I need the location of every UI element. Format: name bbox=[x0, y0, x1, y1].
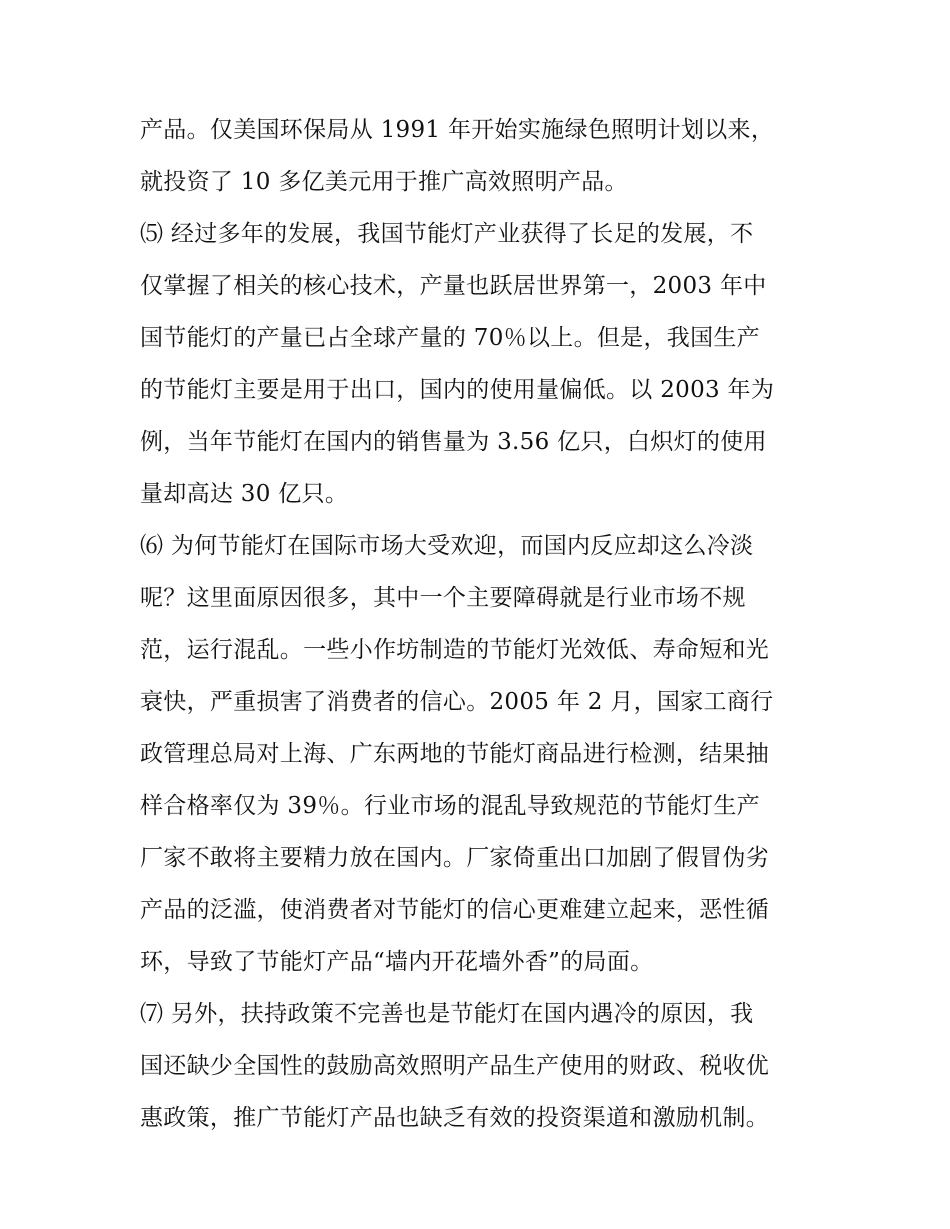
text-line: 就投资了 10 多亿美元用于推广高效照明产品。 bbox=[140, 169, 628, 195]
text-line: 仅掌握了相关的核心技术，产量也跃居世界第一，2003 年中 bbox=[140, 273, 767, 299]
text-line: 政管理总局对上海、广东两地的节能灯商品进行检测，结果抽 bbox=[140, 741, 770, 767]
paragraph-6-start: ⑹ 为何节能灯在国际市场大受欢迎，而国内反应却这么冷淡 bbox=[140, 533, 754, 559]
text-line: 例，当年节能灯在国内的销售量为 3.56 亿只，白炽灯的使用 bbox=[140, 429, 767, 455]
text-line: 国节能灯的产量已占全球产量的 70％以上。但是，我国生产 bbox=[140, 325, 760, 351]
text-line: 产品的泛滥，使消费者对节能灯的信心更难建立起来，恶性循 bbox=[140, 897, 770, 923]
text-line: 呢？这里面原因很多，其中一个主要障碍就是行业市场不规 bbox=[140, 585, 746, 611]
text-line: 范，运行混乱。一些小作坊制造的节能灯光效低、寿命短和光 bbox=[140, 637, 770, 663]
body-text bbox=[140, 104, 830, 1144]
paragraph-5-start: ⑸ 经过多年的发展，我国节能灯产业获得了长足的发展，不 bbox=[140, 221, 754, 247]
text-line: 衰快，严重损害了消费者的信心。2005 年 2 月，国家工商行 bbox=[140, 689, 774, 715]
text-line: 国还缺少全国性的鼓励高效照明产品生产使用的财政、税收优 bbox=[140, 1053, 770, 1079]
text-line: 的节能灯主要是用于出口，国内的使用量偏低。以 2003 年为 bbox=[140, 377, 775, 403]
text-line: 产品。仅美国环保局从 1991 年开始实施绿色照明计划以来， bbox=[140, 117, 775, 143]
text-line: 样合格率仅为 39％。行业市场的混乱导致规范的节能灯生产 bbox=[140, 793, 760, 819]
text-line: 惠政策，推广节能灯产品也缺乏有效的投资渠道和激励机制。 bbox=[140, 1105, 770, 1131]
text-line: 量却高达 30 亿只。 bbox=[140, 481, 349, 507]
text-line: 环，导致了节能灯产品“墙内开花墙外香”的局面。 bbox=[140, 949, 654, 975]
paragraph-7-start: ⑺ 另外，扶持政策不完善也是节能灯在国内遇冷的原因，我 bbox=[140, 1001, 754, 1027]
text-line: 厂家不敢将主要精力放在国内。厂家倚重出口加剧了假冒伪劣 bbox=[140, 845, 770, 871]
